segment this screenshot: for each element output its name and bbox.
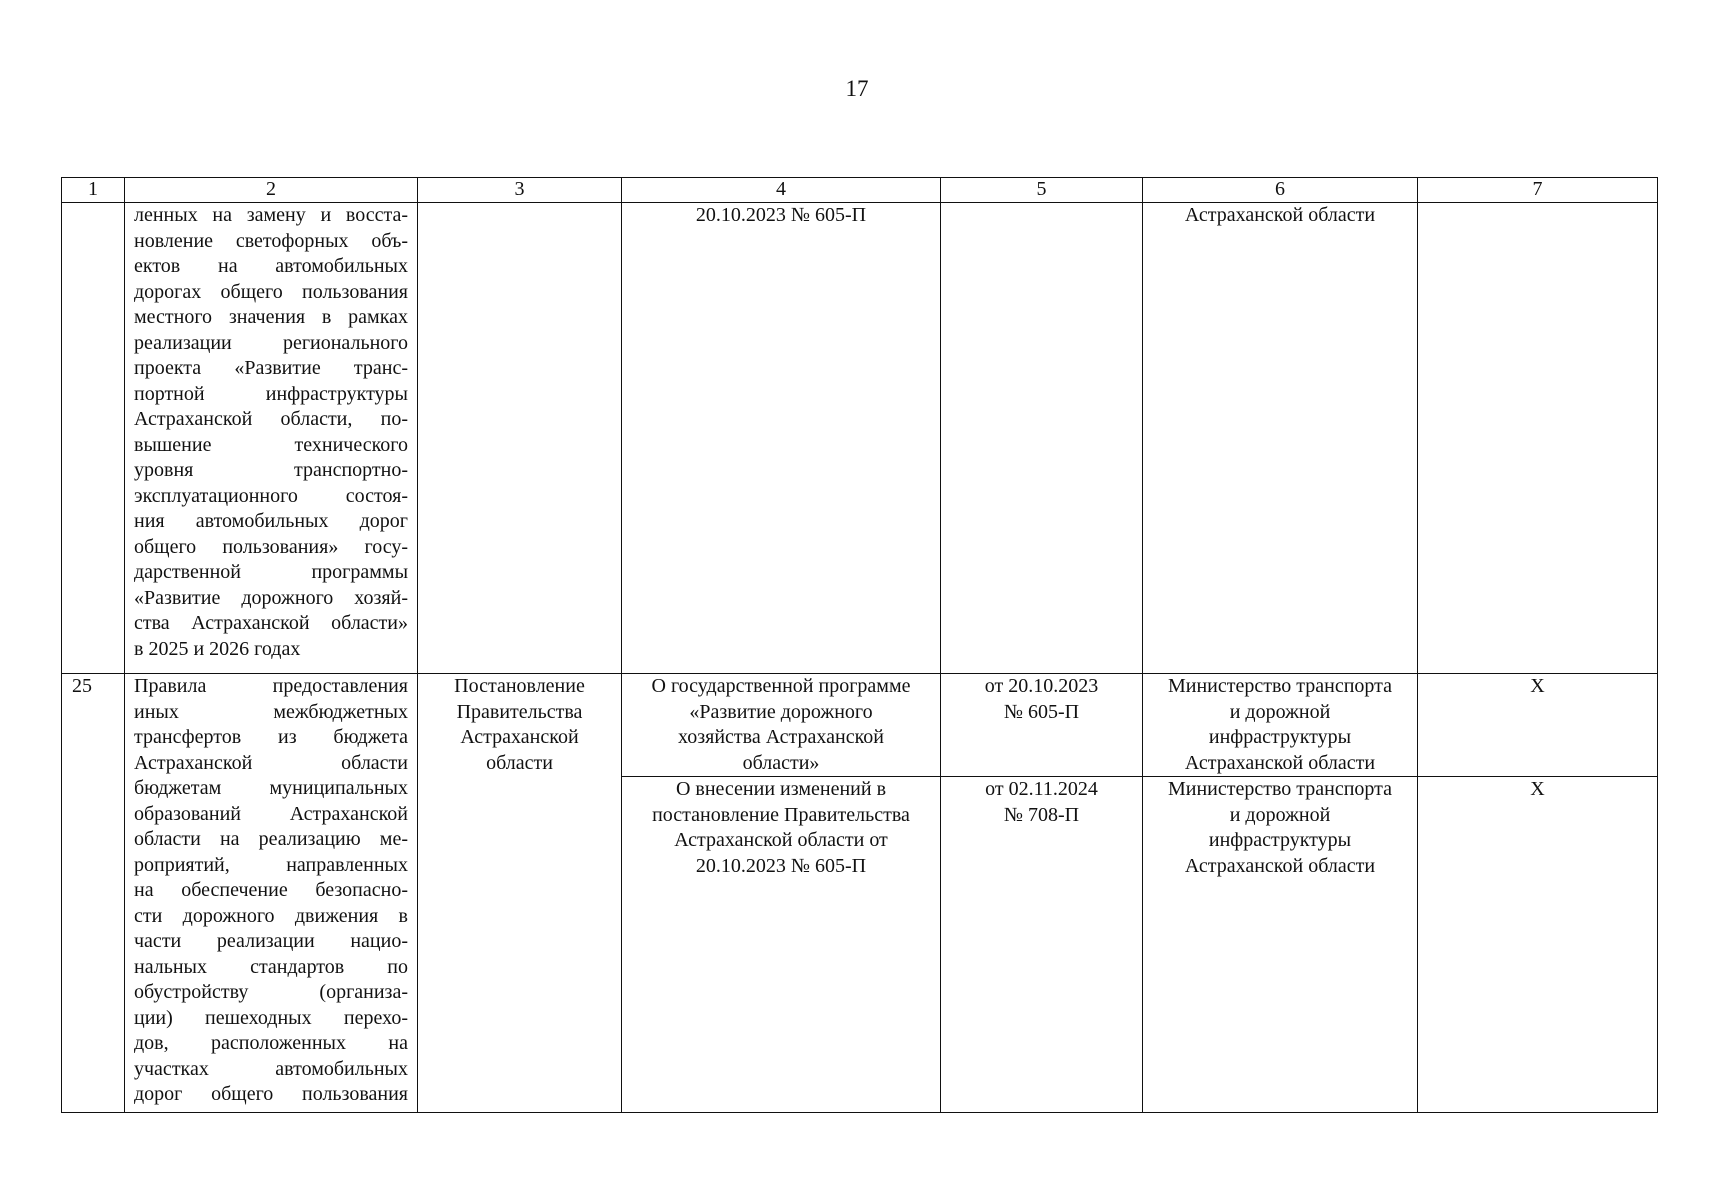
text-line: нальных стандартов по	[134, 955, 408, 978]
text-line: «Развитие дорожного	[689, 700, 873, 723]
text-line: портной инфраструктуры	[134, 382, 408, 405]
act-date-cell	[941, 777, 1143, 1113]
text-line: от 02.11.2024	[985, 778, 1098, 800]
text-line: сти дорожного движения в	[134, 904, 408, 927]
responsible-org-cell	[1143, 674, 1418, 777]
act-date-cell	[941, 203, 1143, 674]
text-line: трансфертов из бюджета	[134, 726, 408, 748]
text-line: «Развитие дорожного хозяй-	[134, 586, 408, 609]
text-line: участках автомобильных	[134, 1057, 408, 1080]
text-line: Астраханской области	[1184, 854, 1376, 877]
text-line: роприятий, направленных	[134, 853, 408, 876]
text-line: Правила предоставления	[134, 675, 408, 697]
text-line: постановление Правительства	[652, 803, 910, 826]
text-line: реализации регионального	[134, 331, 408, 354]
text-line: № 605-П	[1003, 700, 1080, 723]
text-line: ния автомобильных дорог	[134, 510, 408, 532]
text-line: бюджетам муниципальных	[134, 777, 408, 799]
text-line: ства Астраханской области»	[134, 612, 408, 634]
text-line: дов, расположенных на	[134, 1032, 408, 1054]
table-row-25	[62, 674, 1658, 777]
column-header: 1	[62, 178, 125, 203]
mark-cell: Х	[1418, 777, 1658, 1113]
text-line: ленных на замену и восста-	[134, 204, 408, 226]
column-header: 4	[622, 178, 941, 203]
text-line: дорогах общего пользования	[134, 280, 408, 303]
text-line: части реализации нацио-	[134, 930, 408, 952]
column-header: 2	[125, 178, 418, 203]
text-line: Астраханской области от	[674, 829, 888, 851]
column-header: 5	[941, 178, 1143, 203]
text-line: общего пользования» госу-	[134, 535, 408, 558]
row-number-cell	[62, 203, 125, 674]
mark-cell: Х	[1418, 674, 1658, 777]
text-line: ектов на автомобильных	[134, 255, 408, 277]
text-line: Правительства	[456, 700, 583, 723]
measure-name-cell	[125, 203, 418, 674]
text-line: обустройству (организа-	[134, 981, 408, 1003]
text-line: Министерство транспорта	[1167, 675, 1393, 697]
text-line: Астраханской области, по-	[134, 408, 408, 430]
responsible-org-cell	[1143, 777, 1418, 1113]
column-header: 3	[418, 178, 622, 203]
text-line: местного значения в рамках	[134, 306, 408, 328]
row-number-cell: 25	[62, 674, 125, 1113]
text-line: новление светофорных объ-	[134, 229, 408, 252]
text-line: эксплуатационного состоя-	[134, 484, 408, 507]
header-row	[62, 178, 1658, 203]
text-line: Постановление	[454, 675, 585, 697]
text-line: области на реализацию ме-	[134, 828, 408, 850]
text-line: О внесении изменений в	[675, 778, 887, 800]
act-type-cell	[418, 203, 622, 674]
act-date-cell	[941, 674, 1143, 777]
act-title-cell	[622, 674, 941, 777]
text-line: ции) пешеходных перехо-	[134, 1006, 408, 1029]
text-line: в 2025 и 2026 годах	[134, 637, 301, 660]
text-line: образований Астраханской	[134, 802, 408, 825]
text-line: и дорожной	[1229, 803, 1331, 826]
act-title-cell: 20.10.2023 № 605-П	[622, 203, 941, 674]
act-type-cell	[418, 674, 622, 1113]
text-line: Астраханской области	[134, 751, 408, 774]
text-line: 20.10.2023 № 605-П	[695, 854, 867, 877]
text-line: вышение технического	[134, 433, 408, 456]
text-line: области»	[742, 751, 820, 774]
text-line: и дорожной	[1229, 700, 1331, 723]
text-line: инфраструктуры	[1208, 726, 1352, 748]
text-line: дорог общего пользования	[134, 1083, 408, 1105]
text-line: О государственной программе	[651, 675, 911, 697]
text-line: уровня транспортно-	[134, 459, 408, 481]
text-line: на обеспечение безопасно-	[134, 879, 408, 901]
text-line: инфраструктуры	[1208, 829, 1352, 851]
act-title-cell	[622, 777, 941, 1113]
regulations-table	[61, 177, 1658, 1113]
text-line: № 708-П	[1003, 803, 1080, 826]
mark-cell	[1418, 203, 1658, 674]
text-line: дарственной программы	[134, 561, 408, 583]
column-header: 7	[1418, 178, 1658, 203]
text-line: проекта «Развитие транс-	[134, 357, 408, 379]
table-row-continued	[62, 203, 1658, 674]
measure-name-cell	[125, 674, 418, 1113]
text-line: Министерство транспорта	[1167, 778, 1393, 800]
text-line: Астраханской	[460, 726, 579, 748]
column-header: 6	[1143, 178, 1418, 203]
text-line: иных межбюджетных	[134, 700, 408, 723]
text-line: области	[486, 751, 553, 774]
text-line: от 20.10.2023	[984, 675, 1099, 697]
page-number: 17	[845, 76, 869, 101]
text-line: хозяйства Астраханской	[678, 726, 884, 748]
text-line: Астраханской области	[1184, 751, 1376, 774]
responsible-org-cell: Астраханской области	[1143, 203, 1418, 674]
